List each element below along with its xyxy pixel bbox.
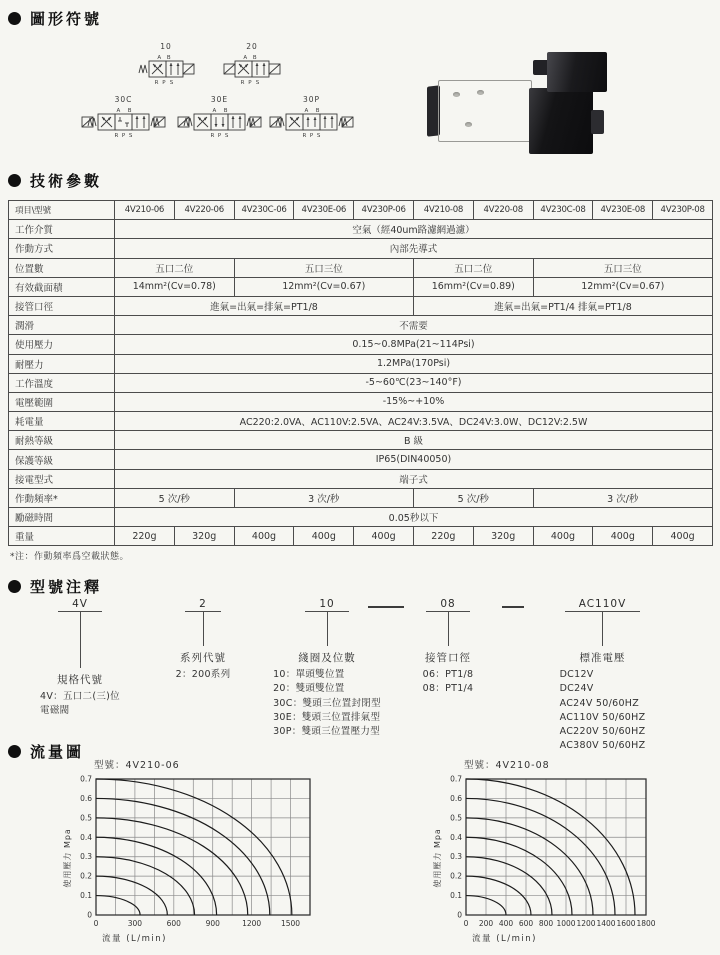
table-row	[9, 373, 713, 392]
y-tick-labels	[450, 775, 462, 920]
svg-text:P: P	[217, 133, 222, 139]
valve-port-labels	[210, 108, 228, 139]
svg-text:0.2: 0.2	[450, 871, 462, 881]
svg-text:0: 0	[93, 919, 99, 928]
tech-params-table	[8, 200, 713, 546]
svg-text:A: A	[157, 55, 162, 61]
table-row	[9, 392, 713, 411]
param-value-cell: 3 次/秒	[234, 488, 413, 507]
model-header-cell: 4V210-08	[413, 201, 473, 220]
model-header-cell: 4V210-06	[115, 201, 175, 220]
model-code-option: 2：200系列	[175, 669, 231, 680]
valve-symbol-paths	[139, 61, 194, 77]
model-header-cell: 4V230P-08	[653, 201, 713, 220]
valve-symbol-drawing	[264, 105, 359, 141]
bullet-icon	[8, 745, 21, 758]
row-label-cell: 接電型式	[9, 469, 115, 488]
row-label-cell: 位置數	[9, 258, 115, 277]
table-row	[9, 508, 713, 527]
svg-text:B: B	[166, 55, 171, 61]
x-axis-label: 流量 (L/min)	[102, 934, 167, 944]
valve-symbol-paths	[224, 61, 280, 77]
din-connector	[547, 52, 607, 92]
section-title: 圖形符號	[30, 10, 103, 28]
param-value-cell: 不需要	[115, 316, 713, 335]
svg-text:0.2: 0.2	[80, 871, 92, 881]
valve-symbol-30E	[172, 95, 267, 141]
svg-text:0.7: 0.7	[450, 774, 462, 784]
table-row	[9, 239, 713, 258]
model-code-option: AC380V 50/60HZ	[559, 740, 646, 752]
flow-curve	[96, 896, 140, 915]
section-title: 型號注釋	[30, 578, 103, 596]
svg-text:B: B	[315, 108, 320, 114]
param-value-cell: 400g	[593, 527, 653, 546]
param-value-cell: IP65(DIN40050)	[115, 450, 713, 469]
chart-title: 型號：4V210-08	[464, 760, 550, 771]
table-row	[9, 220, 713, 239]
valve-symbol-label: 10	[160, 42, 172, 51]
row-label-cell: 工作介質	[9, 220, 115, 239]
section-title: 流量圖	[30, 743, 85, 761]
svg-text:200: 200	[478, 919, 494, 928]
svg-text:R: R	[114, 133, 119, 139]
valve-body	[438, 80, 532, 142]
model-code-option: AC24V 50/60HZ	[559, 697, 640, 709]
model-code-option: 08：PT1/4	[422, 683, 474, 695]
valve-port	[465, 122, 472, 127]
model-header-cell: 4V230E-08	[593, 201, 653, 220]
model-code-group	[262, 598, 392, 739]
model-code-option: 20：雙頭雙位置	[273, 683, 345, 695]
svg-text:1000: 1000	[556, 919, 576, 928]
model-code-group	[158, 598, 248, 682]
param-value-cell: 進氣=出氣=排氣=PT1/8	[115, 296, 414, 315]
corner-cell: 項目\型號	[9, 201, 115, 220]
svg-text:0.7: 0.7	[80, 774, 92, 784]
valve-symbol-30P	[264, 95, 359, 141]
svg-text:0.6: 0.6	[450, 793, 462, 803]
param-value-cell: 220g	[115, 527, 175, 546]
model-code-group	[40, 598, 120, 719]
svg-text:0.1: 0.1	[80, 891, 92, 901]
svg-text:400: 400	[498, 919, 514, 928]
valve-symbol-label: 30P	[302, 95, 321, 104]
table-row	[9, 469, 713, 488]
bullet-icon	[8, 580, 21, 593]
model-code-option: 10：單頭雙位置	[273, 669, 345, 680]
model-code-options	[40, 690, 120, 719]
param-value-cell: 五口二位	[115, 258, 235, 277]
model-header-cell: 4V230C-08	[533, 201, 593, 220]
svg-text:B: B	[252, 55, 257, 61]
param-value-cell: 0.15~0.8MPa(21~114Psi)	[115, 335, 713, 354]
section-heading-graphic-symbols	[8, 8, 102, 29]
connector-line	[80, 612, 81, 668]
svg-text:P: P	[121, 133, 126, 139]
valve-symbol-drawing	[172, 105, 267, 141]
svg-text:R: R	[240, 80, 245, 86]
param-value-cell: 400g	[653, 527, 713, 546]
param-value-cell: 12mm²(Cv=0.67)	[234, 277, 413, 296]
svg-text:S: S	[316, 133, 321, 139]
svg-text:A: A	[243, 55, 248, 61]
svg-text:P: P	[248, 80, 252, 86]
y-tick-labels	[80, 775, 92, 920]
table-row	[9, 296, 713, 315]
section-title: 技術參數	[30, 172, 103, 190]
param-value-cell: 12mm²(Cv=0.67)	[533, 277, 712, 296]
param-value-cell: 3 次/秒	[533, 488, 712, 507]
svg-text:0: 0	[87, 910, 92, 920]
param-value-cell: 五口二位	[413, 258, 533, 277]
table-row	[9, 412, 713, 431]
valve-symbol-label: 20	[246, 42, 258, 51]
svg-text:B: B	[223, 108, 228, 114]
param-value-cell: 0.05秒以下	[115, 508, 713, 527]
x-axis-label: 流量 (L/min)	[472, 934, 537, 944]
dash-separator	[502, 606, 524, 608]
model-header-cell: 4V220-06	[174, 201, 234, 220]
chart-title: 型號：4V210-06	[94, 760, 180, 771]
model-header-cell: 4V230C-06	[234, 201, 294, 220]
svg-text:0.3: 0.3	[450, 852, 462, 862]
param-value-cell: B 級	[115, 431, 713, 450]
model-code-option: 30P：雙頭三位置壓力型	[273, 726, 380, 737]
grid-lines	[96, 779, 310, 915]
svg-text:0.1: 0.1	[450, 891, 462, 901]
flow-chart-svg	[432, 773, 660, 949]
row-label-cell: 耐壓力	[9, 354, 115, 373]
valve-symbol-paths	[270, 114, 353, 130]
model-code-options	[273, 668, 381, 739]
svg-text:1500: 1500	[280, 919, 301, 928]
table-row	[9, 450, 713, 469]
valve-port	[477, 90, 484, 95]
model-header-cell: 4V220-08	[473, 201, 533, 220]
svg-text:0: 0	[457, 910, 462, 920]
svg-text:S: S	[128, 133, 133, 139]
flow-curve	[96, 818, 248, 915]
model-code-option: DC12V	[559, 669, 594, 680]
row-label-cell: 工作溫度	[9, 373, 115, 392]
model-code-option: AC110V 50/60HZ	[559, 711, 646, 723]
flow-chart-4v210-06	[62, 757, 352, 952]
param-value-cell: 14mm²(Cv=0.78)	[115, 277, 235, 296]
section-heading-model-code	[8, 576, 102, 597]
y-axis-label: 使用壓力 Mpa	[63, 828, 72, 888]
svg-text:600: 600	[518, 919, 534, 928]
row-label-cell: 耗電量	[9, 412, 115, 431]
table-header	[9, 201, 713, 220]
param-value-cell: 端子式	[115, 469, 713, 488]
table-row	[9, 527, 713, 546]
valve-symbol-10	[127, 42, 205, 88]
row-label-cell: 電壓範圍	[9, 392, 115, 411]
row-label-cell: 耐熱等級	[9, 431, 115, 450]
x-tick-labels	[464, 919, 656, 928]
valve-symbol-label: 30C	[114, 95, 133, 104]
row-label-cell: 接管口徑	[9, 296, 115, 315]
valve-port-labels	[302, 108, 320, 139]
flow-chart-4v210-08	[432, 757, 692, 952]
svg-text:A: A	[116, 108, 121, 114]
param-value-cell: 320g	[174, 527, 234, 546]
row-label-cell: 勵磁時間	[9, 508, 115, 527]
svg-text:P: P	[309, 133, 314, 139]
svg-text:0.6: 0.6	[80, 793, 92, 803]
manual-override-nut	[591, 110, 604, 134]
model-code-options	[423, 668, 474, 697]
svg-text:0: 0	[463, 919, 469, 928]
x-tick-labels	[94, 919, 301, 928]
param-value-cell: 五口三位	[533, 258, 712, 277]
svg-text:0.5: 0.5	[80, 813, 92, 823]
model-code-option: 4V：五口二(三)位	[40, 691, 120, 702]
valve-symbol-drawing	[213, 52, 291, 88]
row-label-cell: 作動方式	[9, 239, 115, 258]
svg-text:A: A	[304, 108, 309, 114]
svg-text:1600: 1600	[616, 919, 636, 928]
param-value-cell: 400g	[533, 527, 593, 546]
connector-line	[327, 612, 328, 646]
svg-text:R: R	[302, 133, 307, 139]
valve-port-labels	[114, 108, 132, 139]
param-value-cell: -15%~+10%	[115, 392, 713, 411]
model-code-option: 06：PT1/8	[422, 669, 474, 680]
param-value-cell: 400g	[234, 527, 294, 546]
valve-symbol-label: 30E	[210, 95, 229, 104]
model-code-options	[176, 668, 231, 682]
flow-curve	[466, 818, 593, 915]
table-row	[9, 354, 713, 373]
model-code-segment: 08	[426, 598, 469, 612]
param-value-cell: 16mm²(Cv=0.89)	[413, 277, 533, 296]
valve-symbol-drawing	[76, 105, 171, 141]
model-code-heading: 接管口徑	[425, 652, 471, 664]
svg-text:0.3: 0.3	[80, 852, 92, 862]
svg-text:B: B	[127, 108, 132, 114]
table-row	[9, 488, 713, 507]
model-code-option: 電磁閥	[40, 705, 70, 717]
svg-text:1800: 1800	[636, 919, 656, 928]
param-value-cell: 五口三位	[234, 258, 413, 277]
svg-text:0.5: 0.5	[450, 813, 462, 823]
param-value-cell: 5 次/秒	[413, 488, 533, 507]
table-footnote: *注：作動頻率爲空載狀態。	[10, 552, 130, 562]
param-value-cell: 內部先導式	[115, 239, 713, 258]
svg-text:R: R	[154, 80, 159, 86]
model-header-cell: 4V230P-06	[354, 201, 414, 220]
param-value-cell: 400g	[354, 527, 414, 546]
table-header-row	[9, 201, 713, 220]
svg-text:P: P	[162, 80, 166, 86]
row-label-cell: 使用壓力	[9, 335, 115, 354]
model-code-heading: 系列代號	[180, 652, 226, 664]
table-row	[9, 258, 713, 277]
plot-border	[96, 779, 310, 915]
row-label-cell: 有效截面積	[9, 277, 115, 296]
row-label-cell: 保護等級	[9, 450, 115, 469]
model-code-segment: 10	[305, 598, 348, 612]
svg-text:800: 800	[538, 919, 554, 928]
svg-text:S: S	[169, 80, 174, 86]
svg-text:R: R	[210, 133, 215, 139]
dash-separator	[368, 606, 404, 608]
model-code-options	[560, 668, 646, 754]
connector-line	[203, 612, 204, 646]
valve-symbol-paths	[178, 114, 261, 130]
svg-text:600: 600	[166, 919, 181, 928]
connector-line	[448, 612, 449, 646]
model-code-group	[530, 598, 675, 754]
param-value-cell: 400g	[294, 527, 354, 546]
valve-symbol-20	[213, 42, 291, 88]
table-row	[9, 431, 713, 450]
model-code-option: 30E：雙頭三位置排氣型	[273, 711, 381, 723]
flow-curves	[96, 779, 292, 915]
param-value-cell: 1.2MPa(170Psi)	[115, 354, 713, 373]
flow-curve	[96, 857, 195, 915]
table-body	[9, 220, 713, 546]
bullet-icon	[8, 174, 21, 187]
model-code-heading: 規格代號	[57, 674, 103, 686]
connector-line	[602, 612, 603, 646]
model-code-segment: AC110V	[565, 598, 641, 612]
valve-port	[453, 92, 460, 97]
flow-curves	[466, 779, 635, 915]
y-axis-label: 使用壓力 Mpa	[433, 828, 442, 888]
svg-text:S: S	[255, 80, 260, 86]
product-photo	[425, 52, 605, 160]
model-header-cell: 4V230E-06	[294, 201, 354, 220]
valve-symbol-30C	[76, 95, 171, 141]
svg-text:900: 900	[205, 919, 220, 928]
row-label-cell: 作動頻率*	[9, 488, 115, 507]
model-code-group	[408, 598, 488, 697]
model-code-option: DC24V	[559, 683, 594, 695]
flow-curve	[466, 779, 635, 915]
solenoid-coil	[529, 88, 593, 154]
svg-text:S: S	[224, 133, 229, 139]
flow-curve	[96, 779, 292, 915]
param-value-cell: 空氣（經40um路濾網過濾）	[115, 220, 713, 239]
valve-symbol-drawing	[127, 52, 205, 88]
param-value-cell: -5~60℃(23~140°F)	[115, 373, 713, 392]
param-value-cell: 320g	[473, 527, 533, 546]
row-label-cell: 潤滑	[9, 316, 115, 335]
param-value-cell: 220g	[413, 527, 473, 546]
svg-text:1400: 1400	[596, 919, 616, 928]
bullet-icon	[8, 12, 21, 25]
model-code-heading: 綫圈及位數	[298, 652, 356, 664]
param-value-cell: AC220:2.0VA、AC110V:2.5VA、AC24V:3.5VA、DC24V:3.0W、DC12V:2.5W	[115, 412, 713, 431]
model-code-option: 30C：雙頭三位置封閉型	[273, 697, 381, 709]
table-row	[9, 316, 713, 335]
table-row	[9, 277, 713, 296]
param-value-cell: 5 次/秒	[115, 488, 235, 507]
svg-text:0.4: 0.4	[80, 832, 92, 842]
row-label-cell: 重量	[9, 527, 115, 546]
param-value-cell: 進氣=出氣=PT1/4 排氣=PT1/8	[413, 296, 712, 315]
svg-text:0.4: 0.4	[450, 832, 462, 842]
svg-text:300: 300	[127, 919, 143, 928]
model-code-segment: 2	[185, 598, 221, 612]
svg-text:1200: 1200	[242, 919, 262, 928]
table-row	[9, 335, 713, 354]
section-heading-tech-params	[8, 170, 102, 191]
svg-text:A: A	[212, 108, 217, 114]
model-code-segment: 4V	[58, 598, 102, 612]
flow-chart-svg	[62, 773, 324, 949]
model-code-heading: 標准電壓	[579, 652, 626, 664]
svg-text:1200: 1200	[576, 919, 596, 928]
model-code-option: AC220V 50/60HZ	[559, 726, 646, 737]
valve-symbol-paths	[82, 114, 165, 130]
